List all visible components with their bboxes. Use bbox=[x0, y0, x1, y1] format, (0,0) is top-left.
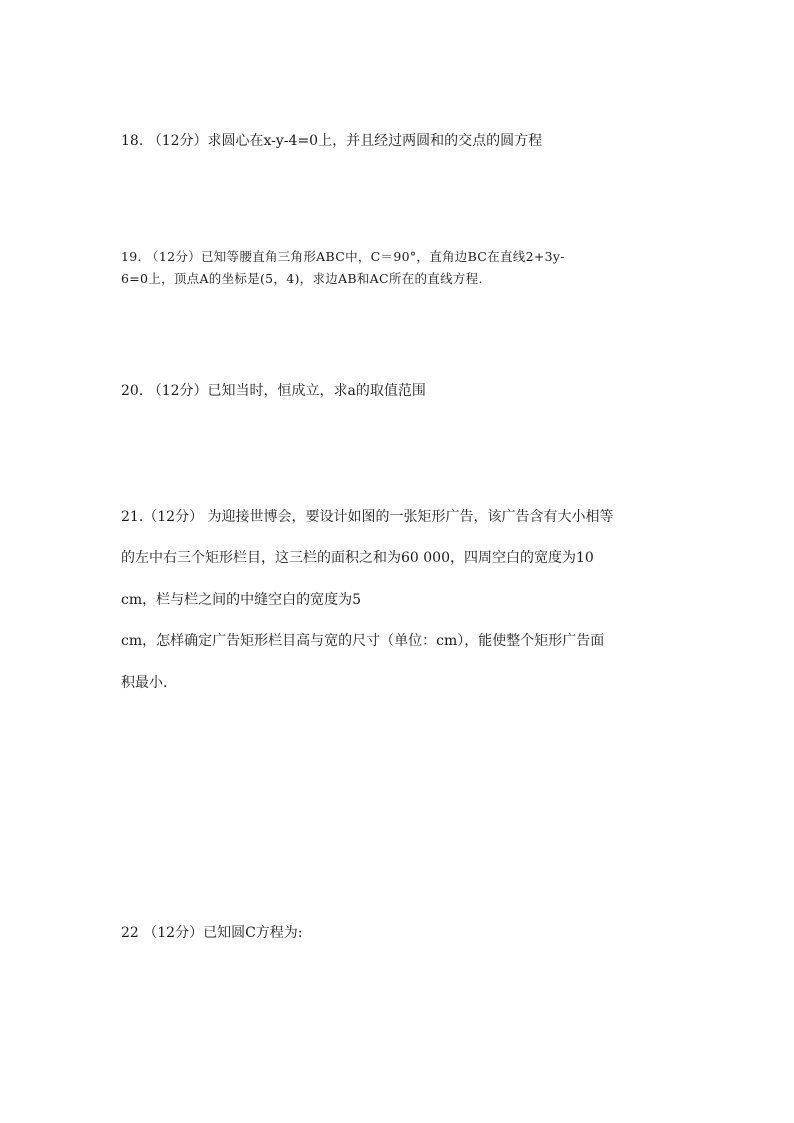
question-19-line-1: 19. （12分）已知等腰直角三角形ABC中，C＝90°，直角边BC在直线2+3y- bbox=[121, 249, 565, 264]
question-21-line-2: 的左中右三个矩形栏目，这三栏的面积之和为60 000，四周空白的宽度为10 bbox=[121, 550, 594, 566]
question-20: 20. （12分）已知当时，恒成立，求a的取值范围 bbox=[121, 383, 426, 399]
question-21-line-3: cm，栏与栏之间的中缝空白的宽度为5 bbox=[121, 592, 362, 608]
question-18: 18. （12分）求圆心在x-y-4=0上，并且经过两圆和的交点的圆方程 bbox=[121, 133, 543, 149]
question-19-line-2: 6=0上，顶点A的坐标是(5，4)，求边AB和AC所在的直线方程. bbox=[121, 271, 483, 286]
question-21-line-5: 积最小. bbox=[121, 675, 168, 691]
question-21-line-4: cm，怎样确定广告矩形栏目高与宽的尺寸（单位：cm），能使整个矩形广告面 bbox=[121, 633, 605, 649]
question-21-line-1: 21.（12分） 为迎接世博会，要设计如图的一张矩形广告，该广告含有大小相等 bbox=[121, 509, 614, 525]
question-22: 22 （12分）已知圆C方程为: bbox=[121, 925, 303, 941]
